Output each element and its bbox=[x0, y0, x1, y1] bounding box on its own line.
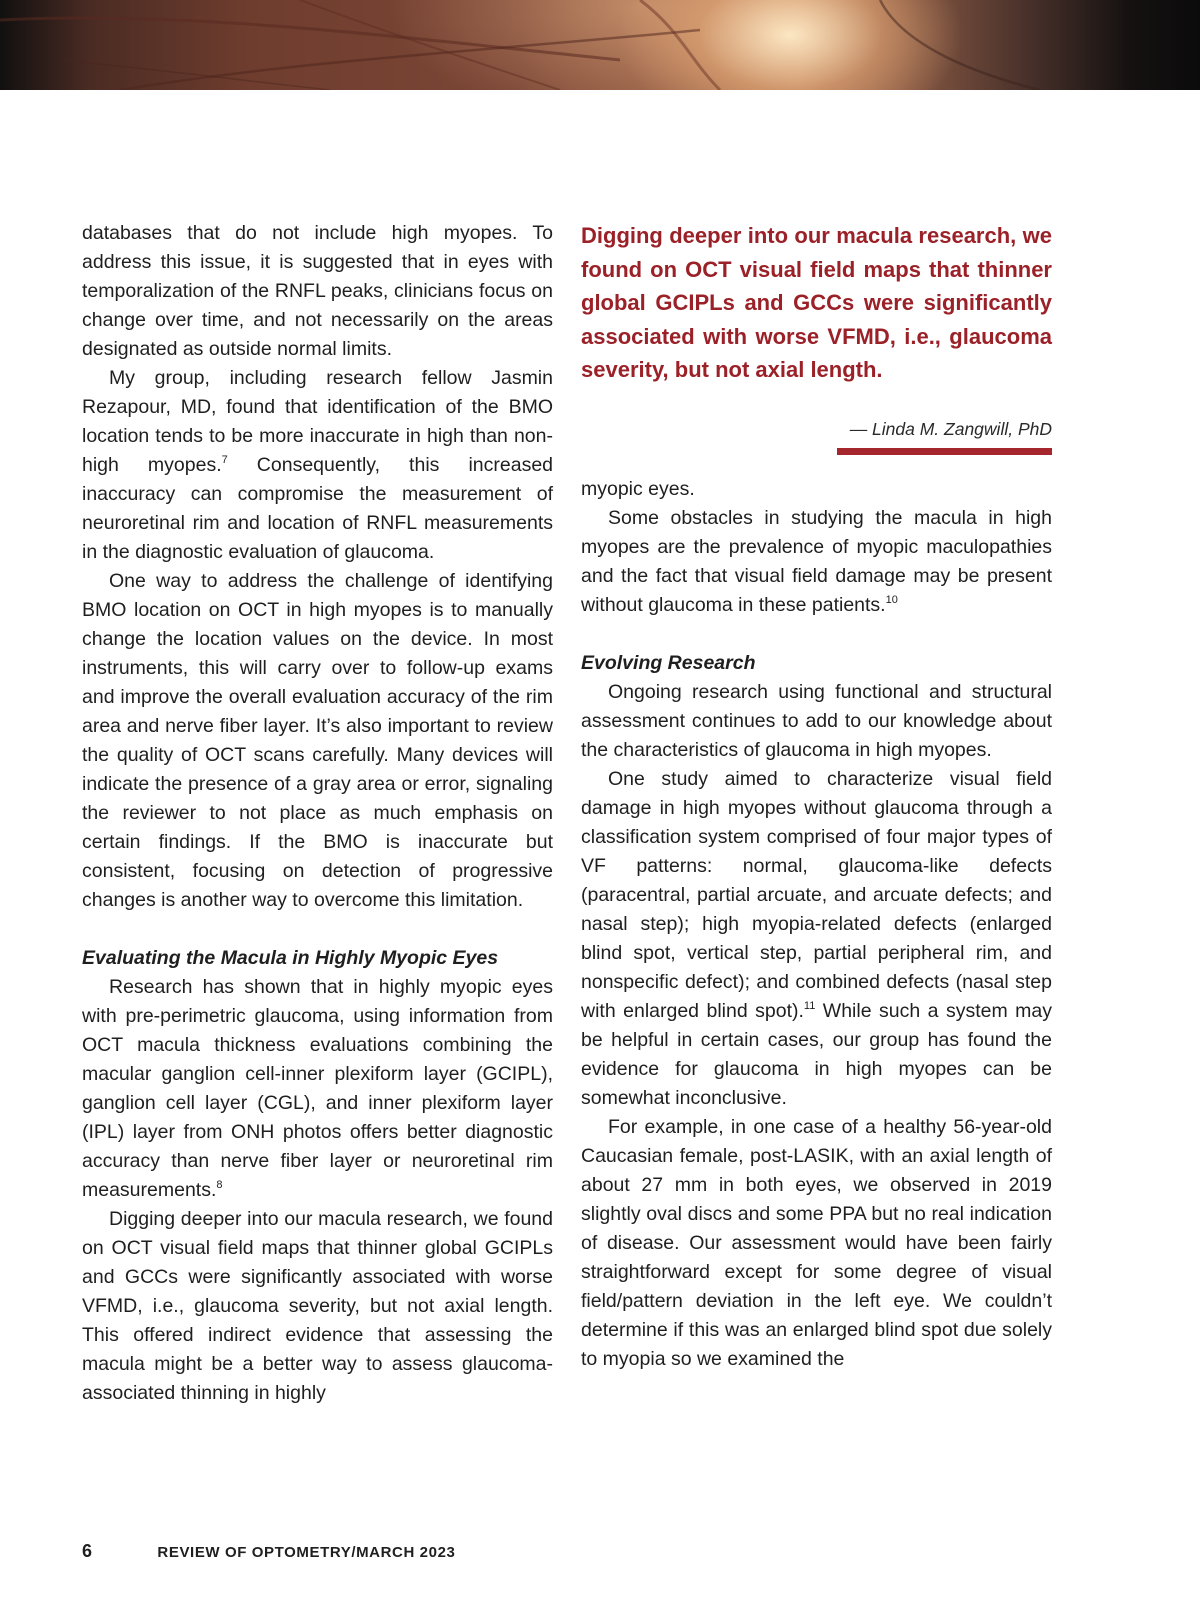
paragraph: Some obstacles in studying the macula in high myopes are the prevalence of myopic maculopathies and the fact that visual field damage may be present without glaucoma in these patients.$^{10}$ bbox=[581, 506, 1052, 616]
attribution-rule bbox=[837, 448, 1052, 455]
paragraph: For example, in one case of a healthy 56-year-old Caucasian female, post-LASIK, with an axial length of about 27 mm in both eyes, we observed in 2019 slightly oval discs and some PPA but no real indication of disease. Our assessment would have been fairly straightforward except for some degree of visual field/pattern deviation in the left eye. We couldn’t determine if this was an enlarged blind spot due solely to myopia so we examined the bbox=[581, 1115, 1052, 1370]
paragraph: One study aimed to characterize visual field damage in high myopes without glaucoma through a classification system comprised of four major types of VF patterns: normal, glaucoma-like defects (paracentral, partial arcuate, and arcuate defects; and nasal step); high myopia-related defects (enlarged blind spot, vertical step, partial peripheral rim, and nonspecific defect); and combined defects (nasal step with enlarged blind spot).$^{11}$ While such a system may be helpful in certain cases, our group has found the evidence for glaucoma in high myopes can be somewhat inconclusive. bbox=[581, 767, 1052, 1109]
section-heading: Evolving Research bbox=[581, 651, 756, 674]
left-column bbox=[82, 219, 553, 1408]
reference-superscript: 7 bbox=[221, 454, 228, 466]
paragraph: databases that do not include high myopes. To address this issue, it is suggested that in eyes with temporalization of the RNFL peaks, clinicians focus on change over time, and not necessarily on the areas designated as outside normal limits. bbox=[82, 222, 553, 360]
paragraph: One way to address the challenge of identifying BMO location on OCT in high myopes is to manually change the location values on the device. In most instruments, this will carry over to follow-up exams and improve the overall evaluation accuracy of the rim area and nerve fiber layer. It’s also important to review the quality of OCT scans carefully. Many devices will indicate the presence of a gray area or error, signaling the reviewer to not place as much emphasis on certain findings. If the BMO is inaccurate but consistent, focusing on detection of progressive changes is another way to overcome this limitation. bbox=[82, 570, 553, 911]
publication-line: REVIEW OF OPTOMETRY/MARCH 2023 bbox=[157, 1544, 456, 1561]
retinal-vessels-graphic bbox=[0, 0, 1200, 90]
paragraph: Digging deeper into our macula research, we found on OCT visual field maps that thinner global GCIPLs and GCCs were significantly associated with worse VFMD, i.e., glaucoma severity, but not axial length. This offered indirect evidence that assessing the macula might be a better way to assess glaucoma-associated thinning in highly bbox=[82, 1208, 553, 1404]
paragraph: My group, including research fellow Jasmin Rezapour, MD, found that identification of the BMO location tends to be more inaccurate in high than non-high myopes.$^7$ Consequently, this increased inaccuracy can compromise the measurement of neuroretinal rim and location of RNFL measurements in the diagnostic evaluation of glaucoma. bbox=[82, 367, 554, 563]
pull-quote: Digging deeper into our macula research, we found on OCT visual field maps that thinner global GCIPLs and GCCs were significantly associated with worse VFMD, i.e., glaucoma severity, but not axial length. bbox=[581, 223, 1052, 382]
page-number: 6 bbox=[82, 1541, 93, 1561]
pull-quote-attribution-block bbox=[581, 417, 1052, 475]
reference-superscript: 8 bbox=[216, 1179, 223, 1191]
right-column bbox=[581, 219, 1052, 1374]
reference-superscript: 11 bbox=[803, 999, 816, 1012]
paragraph: myopic eyes. bbox=[581, 477, 695, 500]
paragraph: Research has shown that in highly myopic eyes with pre-perimetric glaucoma, using information from OCT macula thickness evaluations combining the macular ganglion cell-inner plexiform layer (GCIPL), ganglion cell layer (CGL), and inner plexiform layer (IPL) layer from ONH photos offers better diagnostic accuracy than nerve fiber layer or neuroretinal rim measurements.$^8$ bbox=[82, 976, 553, 1201]
pull-quote-attribution: — Linda M. Zangwill, PhD bbox=[849, 418, 1052, 439]
paragraph: Ongoing research using functional and structural assessment continues to add to our knowledge about the characteristics of glaucoma in high myopes. bbox=[581, 680, 1052, 761]
reference-superscript: 10 bbox=[885, 593, 898, 606]
page-footer bbox=[82, 1541, 455, 1562]
section-heading: Evaluating the Macula in Highly Myopic Eyes bbox=[82, 947, 499, 969]
fundus-photo-banner bbox=[0, 0, 1200, 90]
